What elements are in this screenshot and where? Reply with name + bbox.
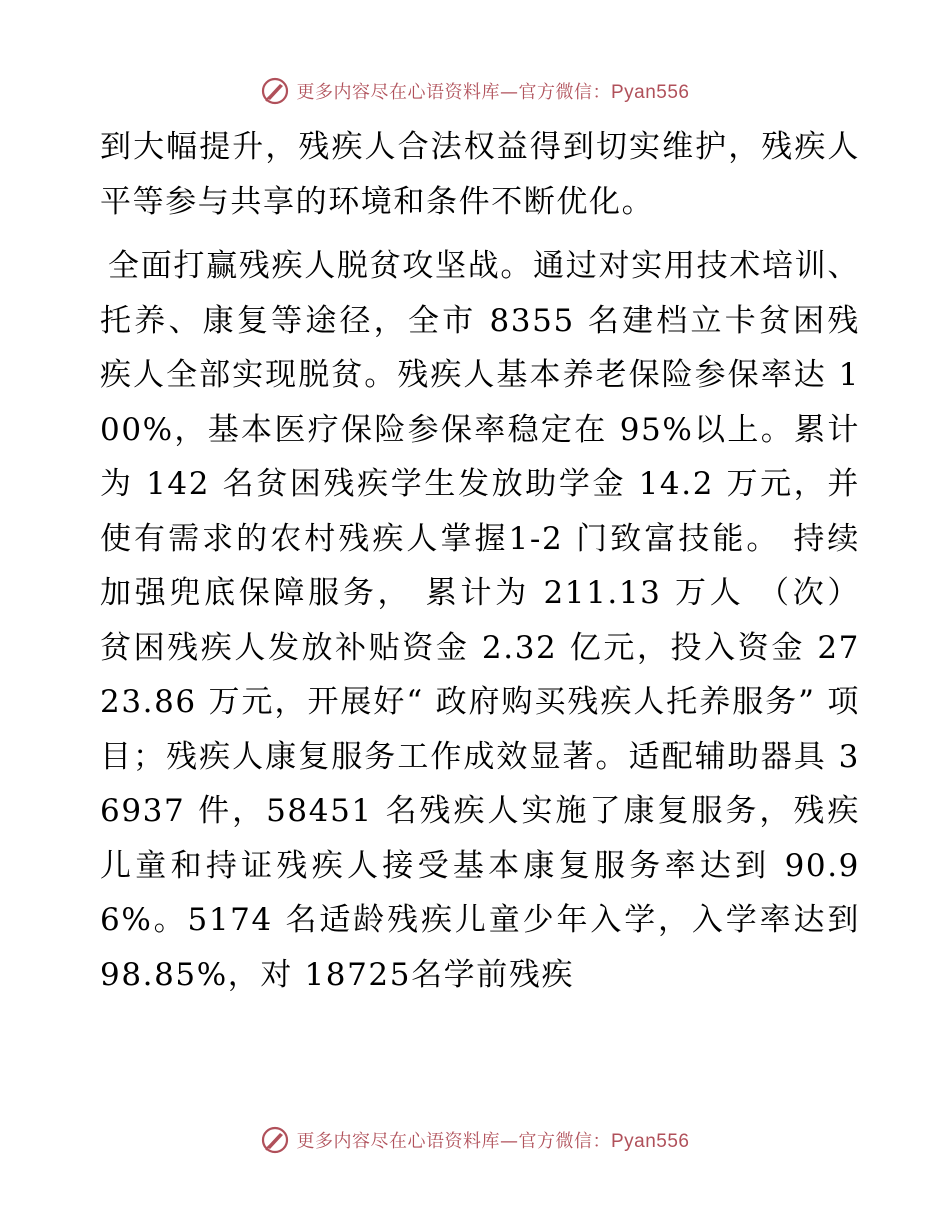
watermark-text: 更多内容尽在心语资料库—官方微信：Pyan556 — [296, 1131, 690, 1152]
header-watermark — [0, 71, 950, 111]
footer-watermark — [0, 1120, 950, 1160]
paragraph-1: 到大幅提升，残疾人合法权益得到切实维护，残疾人平等参与共享的环境和条件不断优化。 — [100, 129, 860, 220]
watermark-wechat-id: Pyan556 — [610, 1131, 690, 1152]
paragraph-2: 全面打赢残疾人脱贫攻坚战。通过对实用技术培训、托养、康复等途径，全市 8355 名建档立卡贫困残疾人全部实现脱贫。残疾人基本养老保险参保率达 100%，基本医疗保险参保率稳定在 95%以上。累计为 142 名贫困残疾学生发放助学金 14.2 万元，并使有需求的农村残疾人掌握1-2 门致富技能。 持续加强兜底保障服务， 累计为 211.13 万人 （次） 贫困残疾人发放补贴资金 2.32 亿元，投入资金 2723.86 万元，开展好“ 政府购买残疾人托养服务” 项目；残疾人康复服务工作成效显著。适配辅助器具 36937 件，58451 名残疾人实施了康复服务，残疾儿童和持证残疾人接受基本康复服务率达到 90.96%。5174 名适龄残疾儿童少年入学，入学率达到 98.85%，对 18725名学前残疾 — [100, 248, 860, 993]
quill-badge-icon — [260, 1125, 290, 1155]
document-body — [100, 120, 860, 1002]
watermark-text: 更多内容尽在心语资料库—官方微信：Pyan556 — [296, 82, 690, 103]
quill-badge-icon — [260, 76, 290, 106]
watermark-wechat-id: Pyan556 — [610, 82, 690, 103]
